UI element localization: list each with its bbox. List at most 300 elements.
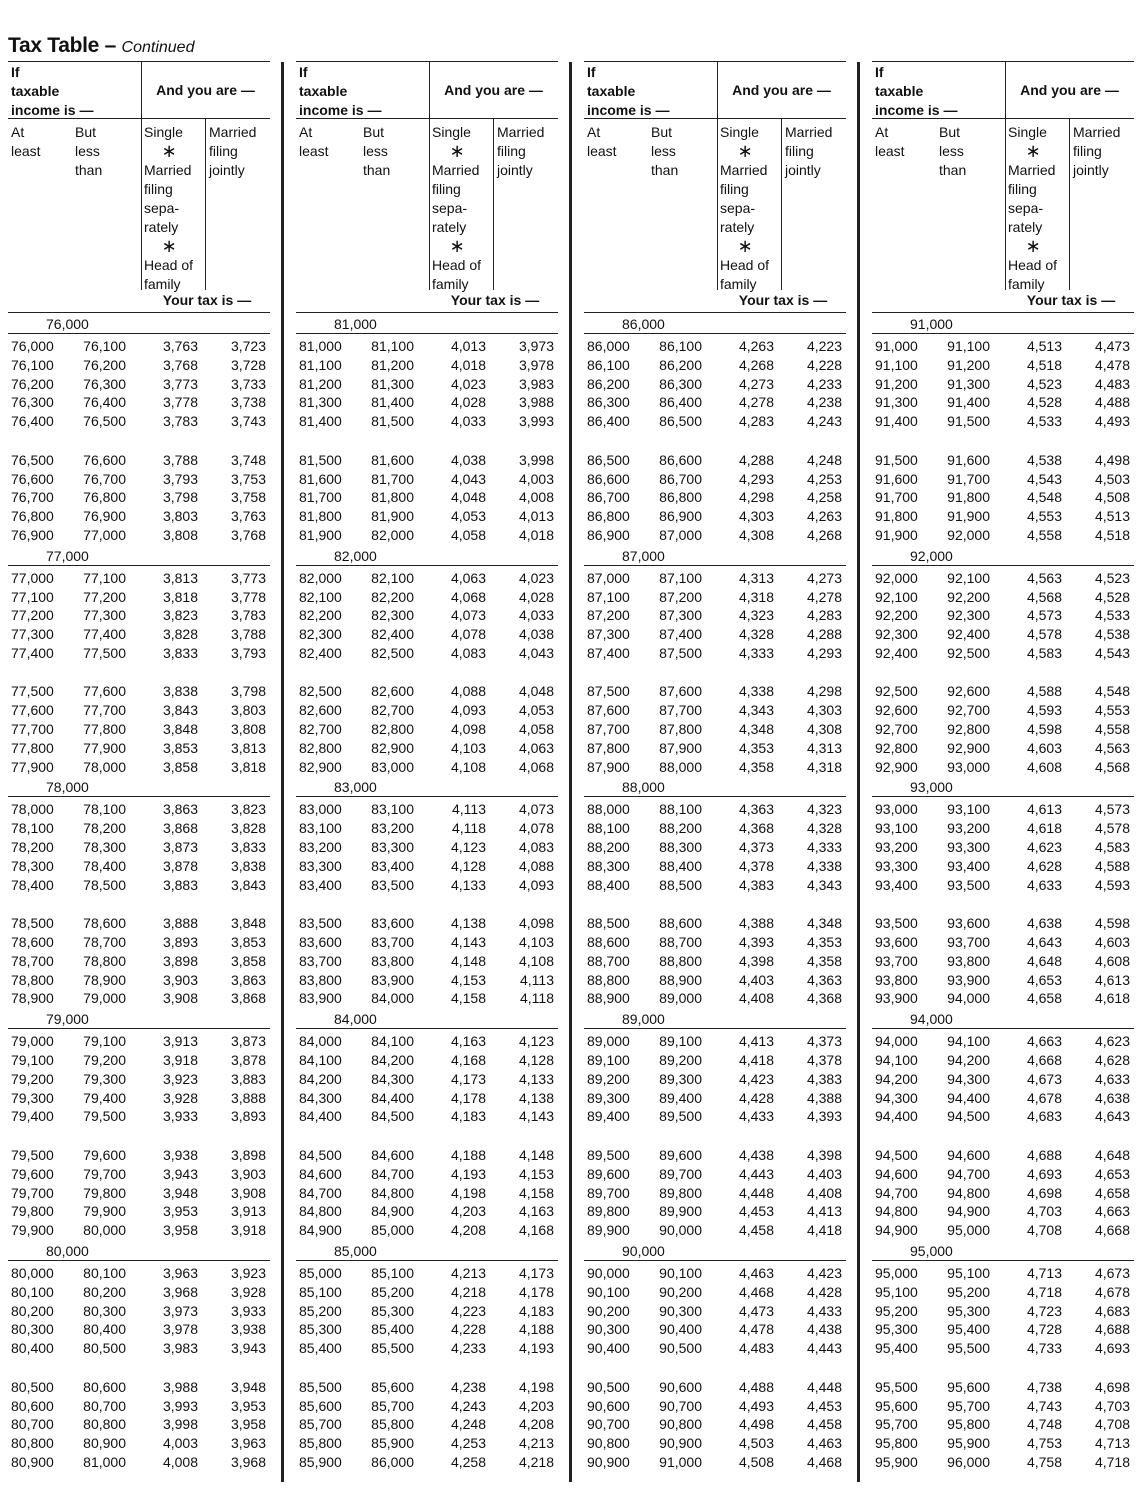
cell-single-tax: 4,443 [738,1165,774,1182]
cell-single-tax: 4,483 [738,1340,774,1357]
cell-but-less-than: 77,000 [83,526,126,543]
cell-single-tax: 4,668 [1026,1052,1062,1069]
cell-at-least: 77,100 [11,588,54,605]
cell-single-tax: 3,818 [162,588,198,605]
header-married-filing-jointly: jointly [1073,162,1109,178]
cell-single-tax: 4,228 [450,1321,486,1338]
table-row [296,1032,558,1051]
cell-mfj-tax: 3,883 [230,1070,266,1087]
cell-mfj-tax: 4,433 [806,1302,842,1319]
cell-single-tax: 3,878 [162,857,198,874]
cell-single-tax: 4,438 [738,1146,774,1163]
cell-single-tax: 4,233 [450,1340,486,1357]
section-label: 90,000 [622,1242,665,1259]
table-row [296,1264,558,1283]
section-label: 88,000 [622,779,665,796]
cell-single-tax: 4,243 [450,1397,486,1414]
cell-but-less-than: 90,200 [659,1283,702,1300]
header-if-taxable-income: If [11,64,20,80]
table-row [8,1283,270,1302]
cell-single-tax: 4,073 [450,607,486,624]
cell-single-tax: 3,833 [162,644,198,661]
table-row [584,876,846,895]
cell-single-tax: 4,238 [450,1378,486,1395]
cell-mfj-tax: 4,188 [518,1321,554,1338]
header-and-you-are: And you are — [732,82,831,98]
table-row [8,1070,270,1089]
cell-mfj-tax: 3,743 [230,413,266,430]
table-row [584,393,846,412]
cell-mfj-tax: 3,963 [230,1435,266,1452]
header-married-filing-separately: sepa- [1008,200,1044,216]
cell-single-tax: 4,308 [738,526,774,543]
table-row [8,569,270,588]
cell-single-tax: 3,848 [162,721,198,738]
cell-single-tax: 4,743 [1026,1397,1062,1414]
header-but-less-than: than [651,162,679,178]
table-row [872,1107,1134,1126]
cell-mfj-tax: 4,718 [1094,1453,1130,1470]
cell-single-tax: 4,738 [1026,1378,1062,1395]
cell-at-least: 88,400 [587,876,630,893]
table-row [8,606,270,625]
cell-at-least: 82,200 [299,607,342,624]
cell-single-tax: 4,498 [738,1416,774,1433]
cell-but-less-than: 76,200 [83,356,126,373]
cell-mfj-tax: 4,003 [518,470,554,487]
cell-at-least: 83,800 [299,971,342,988]
cell-at-least: 87,800 [587,739,630,756]
cell-single-tax: 4,583 [1026,644,1062,661]
header-star-icon: ∗ [1025,141,1041,161]
cell-but-less-than: 90,400 [659,1321,702,1338]
cell-single-tax: 4,643 [1026,934,1062,951]
cell-at-least: 81,800 [299,508,342,525]
cell-but-less-than: 82,500 [371,644,414,661]
cell-mfj-tax: 3,878 [230,1052,266,1069]
cell-mfj-tax: 4,463 [806,1435,842,1452]
tax-column [584,60,846,1480]
table-row [8,1397,270,1416]
cell-but-less-than: 92,100 [947,569,990,586]
cell-mfj-tax: 3,988 [518,394,554,411]
cell-but-less-than: 89,200 [659,1052,702,1069]
cell-but-less-than: 86,800 [659,489,702,506]
cell-at-least: 78,500 [11,915,54,932]
cell-at-least: 90,600 [587,1397,630,1414]
cell-but-less-than: 94,800 [947,1184,990,1201]
cell-at-least: 87,900 [587,758,630,775]
cell-mfj-tax: 4,028 [518,588,554,605]
cell-mfj-tax: 4,673 [1094,1264,1130,1281]
table-row [8,971,270,990]
cell-at-least: 94,400 [875,1108,918,1125]
cell-but-less-than: 94,200 [947,1052,990,1069]
table-row [872,1165,1134,1184]
cell-single-tax: 3,788 [162,451,198,468]
cell-but-less-than: 91,000 [659,1453,702,1470]
cell-single-tax: 4,338 [738,683,774,700]
cell-mfj-tax: 4,063 [518,739,554,756]
cell-but-less-than: 77,200 [83,588,126,605]
table-row [584,1202,846,1221]
table-row [872,606,1134,625]
cell-mfj-tax: 4,018 [518,526,554,543]
cell-but-less-than: 76,900 [83,508,126,525]
tax-column [296,60,558,1480]
cell-mfj-tax: 4,338 [806,857,842,874]
cell-mfj-tax: 4,043 [518,644,554,661]
cell-at-least: 83,700 [299,952,342,969]
section-rule [872,796,1134,797]
table-row [8,356,270,375]
cell-mfj-tax: 4,643 [1094,1108,1130,1125]
cell-mfj-tax: 3,893 [230,1108,266,1125]
cell-but-less-than: 83,200 [371,820,414,837]
section-rule [296,1028,558,1029]
table-row [8,1264,270,1283]
cell-but-less-than: 95,200 [947,1283,990,1300]
cell-single-tax: 4,253 [450,1435,486,1452]
cell-at-least: 95,400 [875,1340,918,1357]
cell-at-least: 93,700 [875,952,918,969]
cell-but-less-than: 83,500 [371,876,414,893]
section-label: 81,000 [334,316,377,332]
cell-mfj-tax: 4,158 [518,1184,554,1201]
cell-at-least: 86,000 [587,338,630,354]
cell-mfj-tax: 4,353 [806,934,842,951]
cell-mfj-tax: 4,438 [806,1321,842,1338]
table-row [296,1302,558,1321]
cell-but-less-than: 85,300 [371,1302,414,1319]
table-row [8,876,270,895]
cell-at-least: 89,700 [587,1184,630,1201]
cell-at-least: 87,500 [587,683,630,700]
column-separator [857,62,860,1482]
cell-single-tax: 4,718 [1026,1283,1062,1300]
cell-single-tax: 4,128 [450,857,486,874]
section-rule [872,565,1134,566]
cell-at-least: 78,800 [11,971,54,988]
section-rule [8,1028,270,1029]
cell-mfj-tax: 4,238 [806,394,842,411]
cell-mfj-tax: 3,783 [230,607,266,624]
cell-but-less-than: 84,700 [371,1165,414,1182]
cell-but-less-than: 94,100 [947,1033,990,1050]
table-row [872,337,1134,356]
cell-single-tax: 4,198 [450,1184,486,1201]
header-married-filing-separately: rately [720,219,755,235]
cell-single-tax: 4,613 [1026,801,1062,818]
cell-at-least: 88,600 [587,934,630,951]
cell-single-tax: 4,343 [738,702,774,719]
cell-at-least: 95,100 [875,1283,918,1300]
cell-mfj-tax: 4,408 [806,1184,842,1201]
header-married-filing-jointly: Married [1073,124,1121,140]
cell-but-less-than: 80,100 [83,1264,126,1281]
cell-but-less-than: 82,300 [371,607,414,624]
cell-but-less-than: 88,100 [659,801,702,818]
table-row [296,606,558,625]
cell-mfj-tax: 3,753 [230,470,266,487]
cell-single-tax: 4,183 [450,1108,486,1125]
table-row [872,1184,1134,1203]
cell-single-tax: 4,658 [1026,990,1062,1007]
header-married-filing-jointly: Married [497,124,545,140]
cell-mfj-tax: 4,298 [806,683,842,700]
cell-mfj-tax: 3,983 [518,375,554,392]
cell-mfj-tax: 4,253 [806,470,842,487]
cell-single-tax: 4,278 [738,394,774,411]
header-married-filing-separately: rately [432,219,467,235]
cell-but-less-than: 80,700 [83,1397,126,1414]
cell-at-least: 82,000 [299,569,342,586]
cell-single-tax: 4,298 [738,489,774,506]
cell-at-least: 83,100 [299,820,342,837]
table-row [584,989,846,1008]
cell-but-less-than: 86,500 [659,413,702,430]
table-row [872,1453,1134,1472]
cell-single-tax: 4,753 [1026,1435,1062,1452]
table-row [8,625,270,644]
header-bottom-rule [872,312,1134,313]
cell-mfj-tax: 4,588 [1094,857,1130,874]
cell-at-least: 95,300 [875,1321,918,1338]
cell-at-least: 90,400 [587,1340,630,1357]
cell-but-less-than: 94,900 [947,1203,990,1220]
cell-mfj-tax: 4,578 [1094,820,1130,837]
cell-single-tax: 4,673 [1026,1070,1062,1087]
header-and-you-are: And you are — [444,82,543,98]
cell-mfj-tax: 4,328 [806,820,842,837]
cell-at-least: 91,000 [875,338,918,354]
section-label: 92,000 [910,547,953,564]
cell-mfj-tax: 4,148 [518,1146,554,1163]
header-divider [429,118,430,290]
header-head-of-family: Head of [432,257,482,273]
table-row [8,952,270,971]
cell-at-least: 84,400 [299,1108,342,1125]
cell-at-least: 95,800 [875,1435,918,1452]
cell-mfj-tax: 4,373 [806,1033,842,1050]
cell-but-less-than: 95,100 [947,1264,990,1281]
cell-mfj-tax: 3,958 [230,1416,266,1433]
cell-single-tax: 4,133 [450,876,486,893]
header-if-taxable-income: If [299,64,308,80]
table-row [8,933,270,952]
cell-at-least: 76,300 [11,394,54,411]
cell-but-less-than: 87,400 [659,626,702,643]
cell-at-least: 86,600 [587,470,630,487]
cell-mfj-tax: 4,478 [1094,356,1130,373]
cell-mfj-tax: 3,768 [230,526,266,543]
cell-single-tax: 4,318 [738,588,774,605]
header-your-tax-is: Your tax is — [450,292,540,308]
cell-but-less-than: 91,200 [947,356,990,373]
header-married-filing-jointly: filing [209,143,238,159]
cell-but-less-than: 79,500 [83,1108,126,1125]
table-row [584,470,846,489]
cell-mfj-tax: 3,763 [230,508,266,525]
header-married-filing-jointly: filing [497,143,526,159]
section-rule [296,565,558,566]
cell-but-less-than: 91,400 [947,394,990,411]
cell-at-least: 80,000 [11,1264,54,1281]
cell-at-least: 87,200 [587,607,630,624]
header-star-icon: ∗ [161,141,177,161]
table-row [8,507,270,526]
cell-single-tax: 3,978 [162,1321,198,1338]
cell-mfj-tax: 3,838 [230,857,266,874]
cell-but-less-than: 95,400 [947,1321,990,1338]
cell-mfj-tax: 4,308 [806,721,842,738]
cell-but-less-than: 84,300 [371,1070,414,1087]
cell-but-less-than: 82,700 [371,702,414,719]
cell-at-least: 81,700 [299,489,342,506]
cell-single-tax: 4,623 [1026,839,1062,856]
cell-mfj-tax: 4,178 [518,1283,554,1300]
cell-single-tax: 4,693 [1026,1165,1062,1182]
cell-mfj-tax: 4,563 [1094,739,1130,756]
header-at-least: least [875,143,905,159]
table-row [584,526,846,545]
cell-mfj-tax: 4,303 [806,702,842,719]
cell-but-less-than: 79,900 [83,1203,126,1220]
cell-at-least: 76,200 [11,375,54,392]
cell-single-tax: 4,478 [738,1321,774,1338]
table-row [872,1264,1134,1283]
cell-mfj-tax: 4,633 [1094,1070,1130,1087]
cell-single-tax: 3,823 [162,607,198,624]
header-bottom-rule [584,312,846,313]
cell-at-least: 87,300 [587,626,630,643]
cell-single-tax: 4,638 [1026,915,1062,932]
cell-single-tax: 4,678 [1026,1089,1062,1106]
cell-but-less-than: 90,100 [659,1264,702,1281]
cell-at-least: 83,300 [299,857,342,874]
cell-at-least: 79,000 [11,1033,54,1050]
cell-but-less-than: 95,700 [947,1397,990,1414]
table-row [872,507,1134,526]
table-row [584,507,846,526]
cell-single-tax: 4,003 [162,1435,198,1452]
table-row [872,876,1134,895]
column-separator [569,62,572,1482]
cell-mfj-tax: 3,898 [230,1146,266,1163]
cell-at-least: 90,500 [587,1378,630,1395]
cell-at-least: 84,300 [299,1089,342,1106]
cell-mfj-tax: 4,128 [518,1052,554,1069]
cell-at-least: 91,800 [875,508,918,525]
cell-mfj-tax: 3,998 [518,451,554,468]
cell-mfj-tax: 3,923 [230,1264,266,1281]
cell-but-less-than: 87,200 [659,588,702,605]
cell-single-tax: 4,163 [450,1033,486,1050]
table-row [584,1221,846,1240]
cell-at-least: 92,000 [875,569,918,586]
cell-single-tax: 4,208 [450,1222,486,1239]
table-row [296,1070,558,1089]
cell-mfj-tax: 4,423 [806,1264,842,1281]
cell-but-less-than: 90,600 [659,1378,702,1395]
cell-mfj-tax: 3,853 [230,934,266,951]
table-row [296,758,558,777]
cell-mfj-tax: 4,313 [806,739,842,756]
header-top-rule [584,61,846,62]
cell-at-least: 78,300 [11,857,54,874]
cell-but-less-than: 95,300 [947,1302,990,1319]
table-row [584,701,846,720]
table-row [296,701,558,720]
table-row [8,682,270,701]
cell-but-less-than: 90,000 [659,1222,702,1239]
header-head-of-family: Head of [1008,257,1058,273]
cell-but-less-than: 89,600 [659,1146,702,1163]
cell-but-less-than: 87,000 [659,526,702,543]
table-row [8,451,270,470]
cell-mfj-tax: 3,933 [230,1302,266,1319]
cell-at-least: 85,700 [299,1416,342,1433]
cell-but-less-than: 78,900 [83,971,126,988]
table-row [872,393,1134,412]
table-row [872,971,1134,990]
table-row [296,1146,558,1165]
cell-single-tax: 4,188 [450,1146,486,1163]
cell-at-least: 90,800 [587,1435,630,1452]
cell-mfj-tax: 4,318 [806,758,842,775]
header-if-taxable-income: taxable [875,83,924,99]
cell-mfj-tax: 4,688 [1094,1321,1130,1338]
table-row [872,1434,1134,1453]
table-row [584,1378,846,1397]
table-row [584,739,846,758]
page-title [8,34,194,58]
cell-but-less-than: 77,500 [83,644,126,661]
table-row [8,337,270,356]
header-if-taxable-income: taxable [587,83,636,99]
header-but-less-than: But [939,124,961,140]
header-top-rule [8,61,270,62]
cell-mfj-tax: 4,213 [518,1435,554,1452]
tax-column [872,60,1134,1480]
cell-but-less-than: 83,300 [371,839,414,856]
cell-at-least: 93,600 [875,934,918,951]
cell-at-least: 77,300 [11,626,54,643]
cell-but-less-than: 89,500 [659,1108,702,1125]
header-married-filing-jointly: Married [785,124,833,140]
column-separator [281,62,284,1482]
cell-single-tax: 4,458 [738,1222,774,1239]
cell-but-less-than: 78,300 [83,839,126,856]
cell-mfj-tax: 4,713 [1094,1435,1130,1452]
table-row [296,1202,558,1221]
cell-mfj-tax: 3,868 [230,990,266,1007]
section-label: 82,000 [334,547,377,564]
header-at-least: At [587,124,601,140]
table-row [872,1051,1134,1070]
cell-single-tax: 4,703 [1026,1203,1062,1220]
cell-at-least: 86,900 [587,526,630,543]
cell-single-tax: 4,733 [1026,1340,1062,1357]
cell-single-tax: 4,393 [738,934,774,951]
cell-single-tax: 4,413 [738,1033,774,1050]
cell-mfj-tax: 4,368 [806,990,842,1007]
cell-at-least: 92,700 [875,721,918,738]
table-row [872,682,1134,701]
cell-at-least: 77,800 [11,739,54,756]
cell-but-less-than: 93,800 [947,952,990,969]
cell-single-tax: 4,373 [738,839,774,856]
